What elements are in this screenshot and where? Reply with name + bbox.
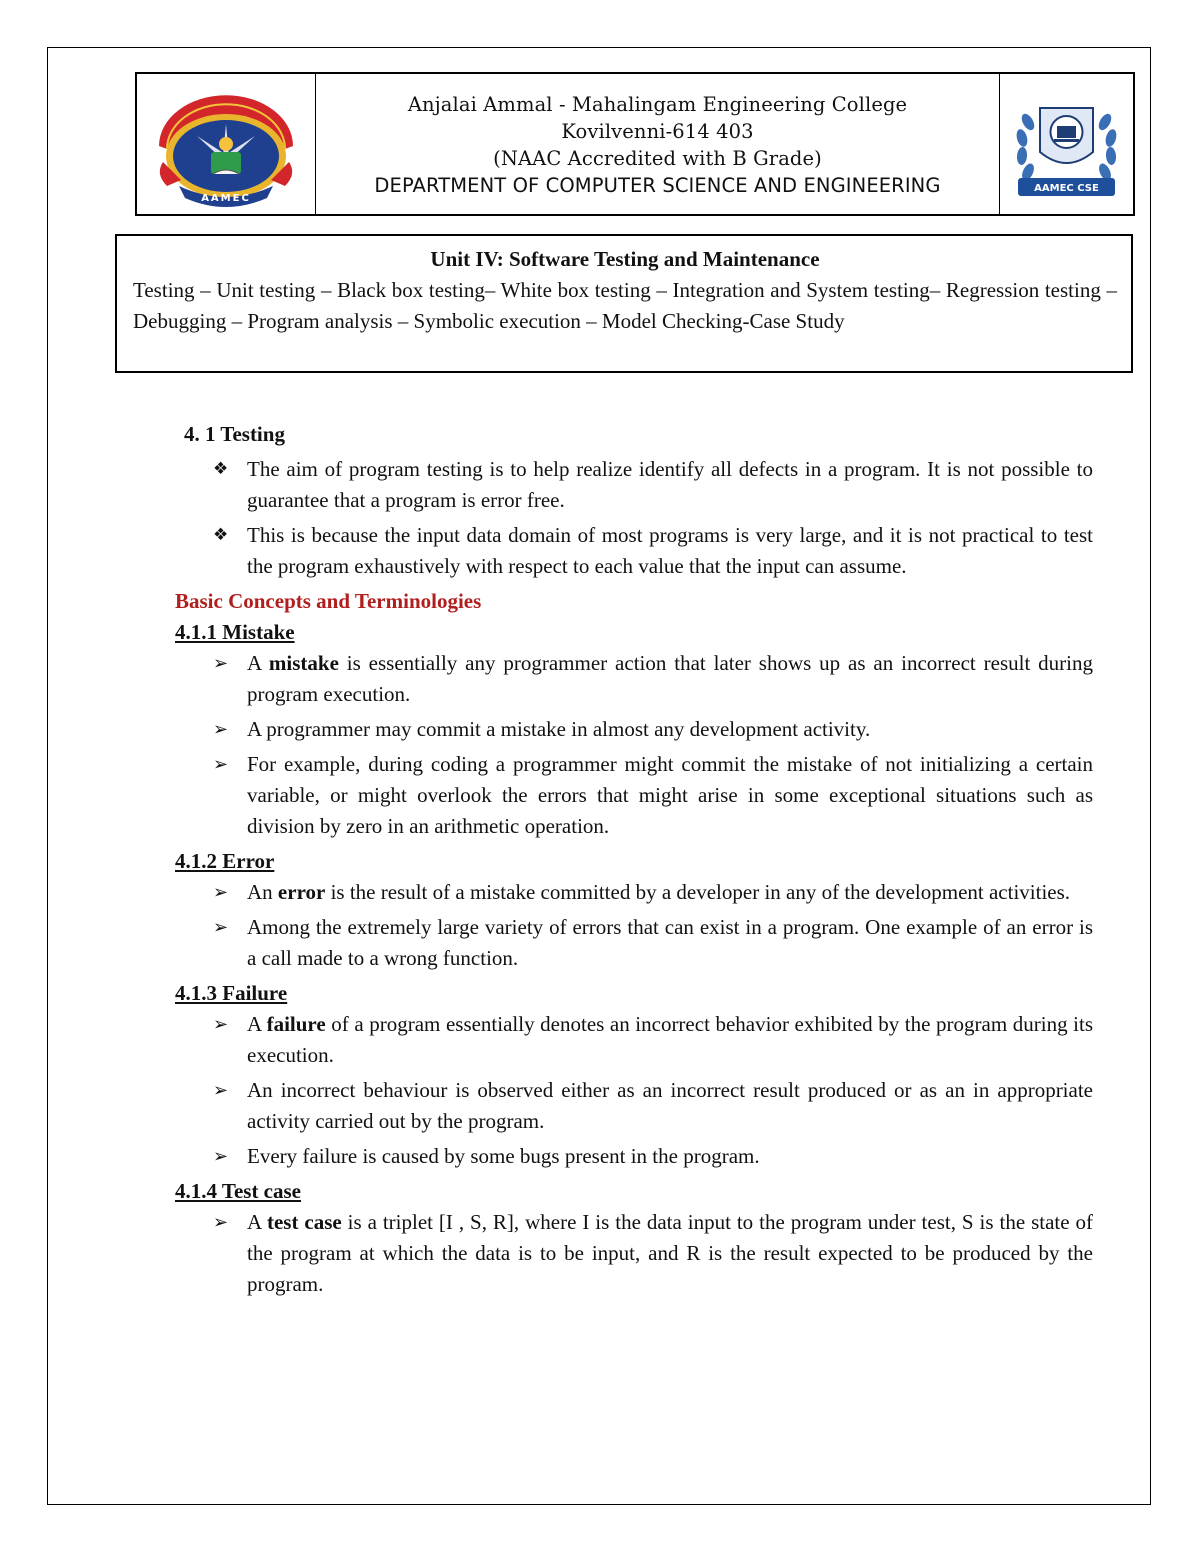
arrowhead-bullet-icon: ➢ bbox=[213, 754, 229, 775]
dept-logo-text: AAMEC CSE bbox=[1034, 183, 1099, 194]
subsection-heading-mistake: 4.1.1 Mistake bbox=[175, 620, 295, 644]
list-item-text: Among the extremely large variety of errors that can exist in a program. One example of an error is a call made to a wrong function. bbox=[247, 915, 1093, 970]
college-info bbox=[316, 74, 999, 214]
logo-ribbon-text: AAMEC bbox=[201, 193, 251, 204]
text-fragment: of a program essentially denotes an incorrect behavior exhibited by the program during its execution. bbox=[247, 1012, 1093, 1067]
arrowhead-bullet-icon: ➢ bbox=[213, 917, 229, 938]
bold-term: test case bbox=[266, 1210, 342, 1234]
college-logo-cell bbox=[137, 74, 316, 214]
department-logo-cell bbox=[999, 74, 1133, 214]
list-item-text: Every failure is caused by some bugs present in the program. bbox=[247, 1144, 760, 1168]
section-heading-testing: 4. 1 Testing bbox=[184, 422, 285, 446]
concepts-heading: Basic Concepts and Terminologies bbox=[175, 589, 482, 613]
list-item bbox=[175, 648, 1093, 710]
text-fragment: is essentially any programmer action that later shows up as an incorrect result during program execution. bbox=[247, 651, 1093, 706]
mistake-points bbox=[175, 648, 1093, 842]
list-item bbox=[175, 1075, 1093, 1137]
list-item bbox=[175, 1141, 1093, 1172]
college-header bbox=[135, 72, 1135, 216]
bold-term: mistake bbox=[268, 651, 339, 675]
text-fragment: is a triplet [I , S, R], where I is the data input to the program under test, S is the state of the program at which the data is to be input, and R is the result expected to be produced by the program. bbox=[247, 1210, 1093, 1296]
arrowhead-bullet-icon: ➢ bbox=[213, 882, 229, 903]
subsection-heading-test-case: 4.1.4 Test case bbox=[175, 1179, 301, 1203]
list-item bbox=[175, 520, 1093, 582]
diamond-bullet-icon: ❖ bbox=[213, 459, 229, 479]
subsection-heading-failure: 4.1.3 Failure bbox=[175, 981, 288, 1005]
college-accreditation: (NAAC Accredited with B Grade) bbox=[493, 147, 822, 170]
arrowhead-bullet-icon: ➢ bbox=[213, 653, 229, 674]
document-content bbox=[175, 419, 1093, 1304]
list-item bbox=[175, 1009, 1093, 1071]
list-item-text: An incorrect behaviour is observed either as an incorrect result produced or as an in appropriate activity carried out by the program. bbox=[247, 1078, 1093, 1133]
list-item-text: A programmer may commit a mistake in almost any development activity. bbox=[247, 717, 871, 741]
text-fragment: A bbox=[247, 1210, 267, 1234]
list-item bbox=[175, 454, 1093, 516]
text-fragment: A bbox=[247, 1012, 267, 1036]
text-fragment: A bbox=[247, 651, 269, 675]
diamond-bullet-icon: ❖ bbox=[213, 525, 229, 545]
testing-points bbox=[175, 454, 1093, 582]
list-item bbox=[175, 714, 1093, 745]
error-points bbox=[175, 877, 1093, 974]
list-item bbox=[175, 1207, 1093, 1300]
arrowhead-bullet-icon: ➢ bbox=[213, 1212, 229, 1233]
unit-title: Unit IV: Software Testing and Maintenance bbox=[430, 247, 820, 271]
list-item bbox=[175, 749, 1093, 842]
list-item bbox=[175, 912, 1093, 974]
bold-term: error bbox=[277, 880, 326, 904]
unit-topics: Testing – Unit testing – Black box testing– White box testing – Integration and System testing– Regression testing – Debugging – Program analysis – Symbolic execution – Model Checking-Case Study bbox=[133, 278, 1117, 333]
college-address: Kovilvenni-614 403 bbox=[561, 120, 754, 143]
arrowhead-bullet-icon: ➢ bbox=[213, 719, 229, 740]
college-logo bbox=[137, 74, 315, 214]
list-item bbox=[175, 877, 1093, 908]
test-case-points bbox=[175, 1207, 1093, 1300]
arrowhead-bullet-icon: ➢ bbox=[213, 1014, 229, 1035]
list-item-text: This is because the input data domain of most programs is very large, and it is not practical to test the program exhaustively with respect to each value that the input can assume. bbox=[247, 523, 1093, 578]
failure-points bbox=[175, 1009, 1093, 1172]
arrowhead-bullet-icon: ➢ bbox=[213, 1146, 229, 1167]
department-name: DEPARTMENT OF COMPUTER SCIENCE AND ENGINEERING bbox=[374, 174, 941, 197]
list-item-text: For example, during coding a programmer might commit the mistake of not initializing a certain variable, or might overlook the errors that might arise in some exceptional situations such as division by zero in an arithmetic operation. bbox=[247, 752, 1093, 838]
department-logo bbox=[1000, 74, 1133, 214]
arrowhead-bullet-icon: ➢ bbox=[213, 1080, 229, 1101]
college-name: Anjalai Ammal - Mahalingam Engineering College bbox=[407, 93, 908, 116]
list-item-text: The aim of program testing is to help realize identify all defects in a program. It is not possible to guarantee that a program is error free. bbox=[247, 457, 1093, 512]
text-fragment: is the result of a mistake committed by a developer in any of the development activities. bbox=[325, 880, 1071, 904]
bold-term: failure bbox=[266, 1012, 326, 1036]
unit-syllabus-box bbox=[115, 234, 1133, 373]
text-fragment: An bbox=[247, 880, 278, 904]
subsection-heading-error: 4.1.2 Error bbox=[175, 849, 275, 873]
